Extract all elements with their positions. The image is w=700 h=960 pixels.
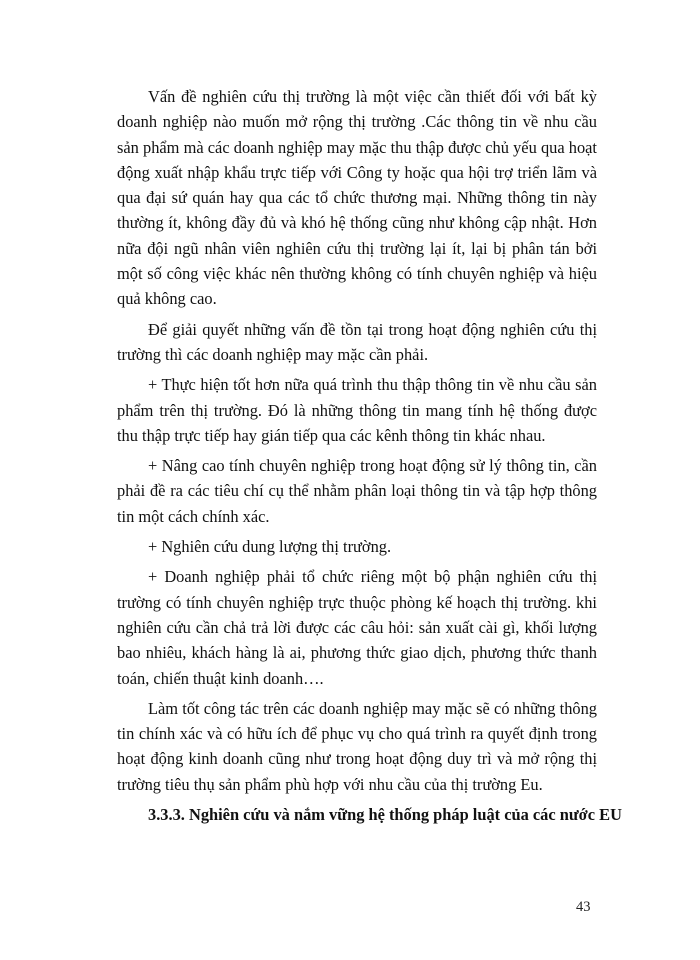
section-heading: 3.3.3. Nghiên cứu và nắm vững hệ thống pháp luật của các nước EU xyxy=(148,805,622,825)
body-text xyxy=(117,84,622,827)
paragraph-bullet-market-volume: + Nghiên cứu dung lượng thị trường. xyxy=(148,537,392,557)
paragraph-bullet-collect-info: + Thực hiện tốt hơn nữa quá trình thu thập thông tin về nhu cầu sản phẩm trên thị trường. Đó là những thông tin mang tính hệ thống được thu thập trực tiếp hay gián tiếp qua các kênh thông tin khác nhau. xyxy=(117,375,597,445)
paragraph-solutions-intro: Để giải quyết những vấn đề tồn tại trong hoạt động nghiên cứu thị trường thì các doanh nghiệp may mặc cần phải. xyxy=(117,319,597,364)
paragraph-bullet-research-department: + Doanh nghiệp phải tổ chức riêng một bộ phận nghiên cứu thị trường có tính chuyên nghiệp trực thuộc phòng kế hoạch thị trường. khi nghiên cứu cần chả trả lời được các câu hỏi: sản xuất cài gì, khối lượng bao nhiêu, khách hàng là ai, phương thức giao dịch, phương thức thanh toán, chiến thuật kinh doanh…. xyxy=(117,567,597,688)
paragraph-conclusion: Làm tốt công tác trên các doanh nghiệp may mặc sẽ có những thông tin chính xác và có hữu ích để phục vụ cho quá trình ra quyết định trong hoạt động kinh doanh cũng như trong hoạt động duy trì và mở rộng thị trường tiêu thụ sản phẩm phù hợp với nhu cầu của thị trường Eu. xyxy=(117,698,597,794)
paragraph-bullet-processing: + Nâng cao tính chuyên nghiệp trong hoạt động sử lý thông tin, cần phải đề ra các tiêu chí cụ thể nhằm phân loại thông tin và tập hợp thông tin một cách chính xác. xyxy=(117,456,597,526)
paragraph-market-research-intro: Vấn đề nghiên cứu thị trường là một việc cần thiết đối với bất kỳ doanh nghiệp nào muốn mở rộng thị trường .Các thông tin về nhu cầu sản phẩm mà các doanh nghiệp may mặc thu thập được chủ yếu qua hoạt động xuất nhập khẩu trực tiếp với Công ty hoặc qua hội trợ triển lãm và qua đại sứ quán hay qua các tổ chức thương mại. Những thông tin này thường ít, không đầy đủ và khó hệ thống cũng như không cập nhật. Hơn nữa đội ngũ nhân viên nghiên cứu thị trường lại ít, lại bị phân tán bởi một số công việc khác nên thường không có tính chuyên nghiệp và hiệu quả không cao. xyxy=(117,87,597,309)
page-number: 43 xyxy=(576,899,591,915)
